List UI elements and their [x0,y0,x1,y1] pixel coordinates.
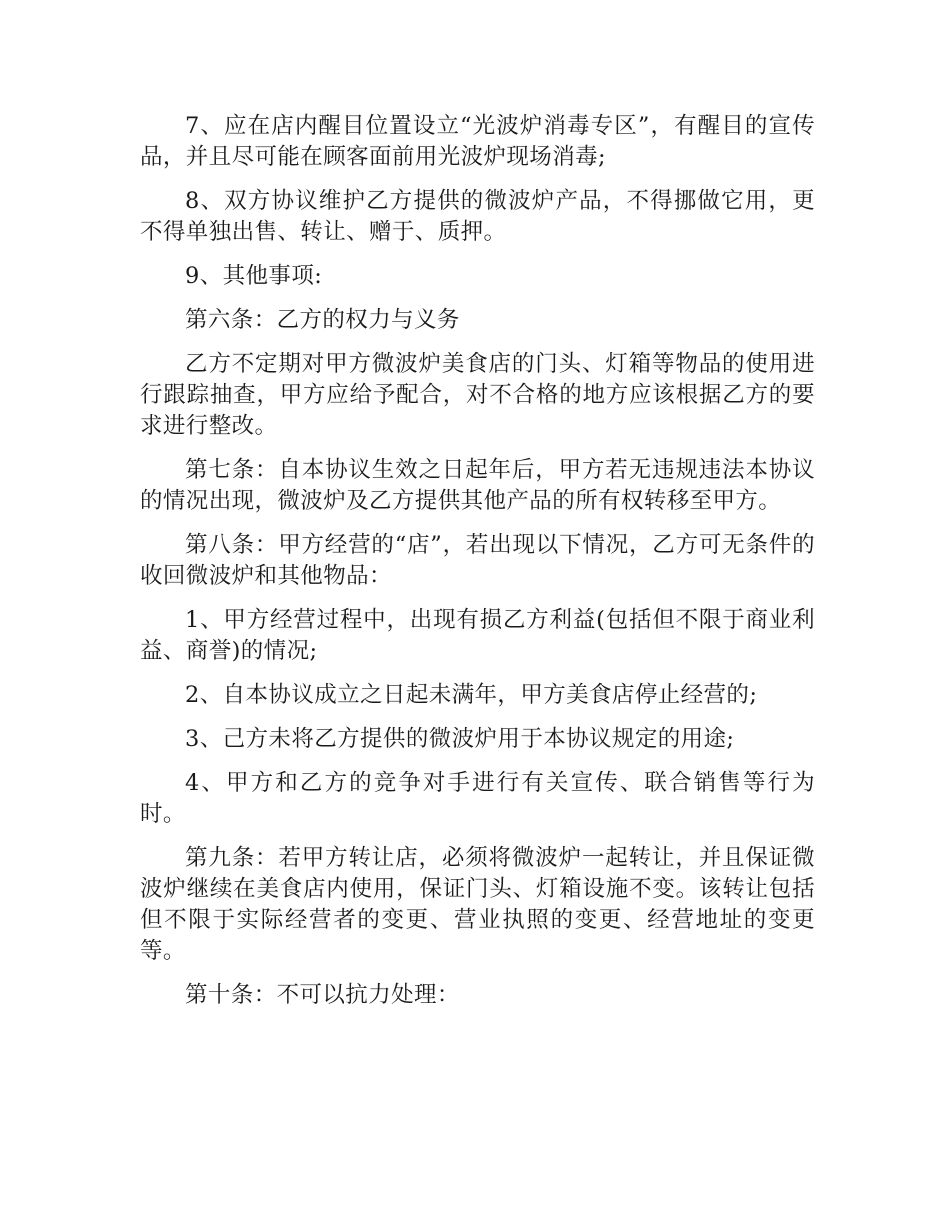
paragraph-item-9: 9、其他事项: [185,263,323,289]
article-8-item-4: 4、甲方和乙方的竞争对手进行有关宣传、联合销售等行为时。 [140,770,815,827]
article-6-body: 乙方不定期对甲方微波炉美食店的门头、灯箱等物品的使用进行跟踪抽查，甲方应给予配合，对不合格的地方应该根据乙方的要求进行整改。 [140,351,815,439]
article-10: 第十条：不可以抗力处理： [185,982,460,1008]
article-8-item-1: 1、甲方经营过程中，出现有损乙方利益(包括但不限于商业利益、商誉)的情况; [140,607,815,664]
article-7: 第七条：自本协议生效之日起年后，甲方若无违规违法本协议的情况出现，微波炉及乙方提供其他产品的所有权转移至甲方。 [140,457,815,514]
article-8-item-2: 2、自本协议成立之日起未满年，甲方美食店停止经营的; [185,682,758,708]
paragraph-item-7: 7、应在店内醒目位置设立“光波炉消毒专区”，有醒目的宣传品，并且尽可能在顾客面前用光波炉现场消毒; [140,113,815,170]
article-6-heading: 第六条：乙方的权力与义务 [185,307,460,333]
article-8-item-3: 3、己方未将乙方提供的微波炉用于本协议规定的用途; [185,726,735,752]
document-page [140,111,815,1024]
article-9: 第九条：若甲方转让店，必须将微波炉一起转让，并且保证微波炉继续在美食店内使用，保证门头、灯箱设施不变。该转让包括但不限于实际经营者的变更、营业执照的变更、经营地址的变更等。 [140,845,815,964]
paragraph-item-8: 8、双方协议维护乙方提供的微波炉产品，不得挪做它用，更不得单独出售、转让、赠于、质押。 [140,188,815,245]
article-8: 第八条：甲方经营的“店”，若出现以下情况，乙方可无条件的收回微波炉和其他物品： [140,532,815,589]
